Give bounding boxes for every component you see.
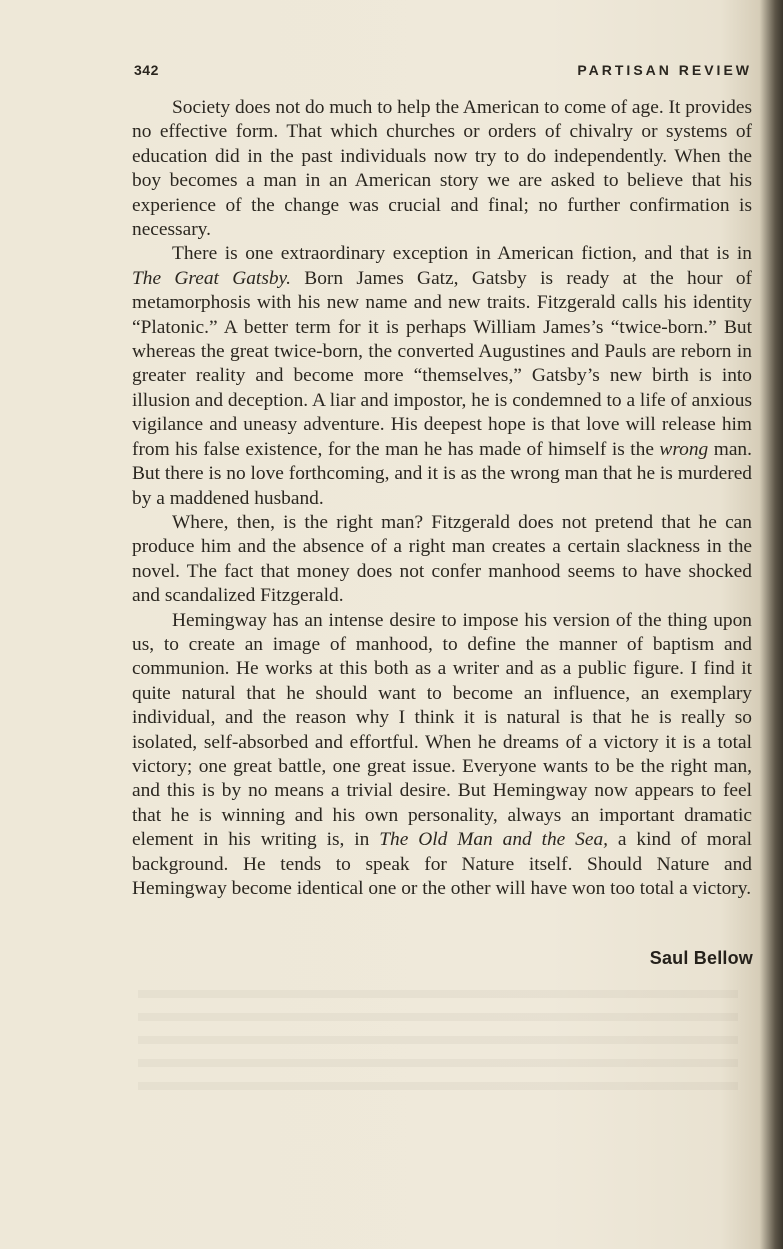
emphasis-wrong: wrong [659, 438, 709, 460]
paragraph-4 [132, 609, 752, 902]
book-title-old-man-and-the-sea: The Old Man and the Sea, [379, 829, 609, 851]
paragraph-2-text-b: Born James Gatz, Gatsby is ready at the hour of metamorphosis with his new name and new traits. Fitzgerald calls his identity “Platonic.” A better term for it is perhaps William James’s “twice-born.” But whereas the great twice-born, the converted Augustines and Pauls are reborn in greater reality and become more “themselves,” Gatsby’s new birth is into illusion and deception. A liar and impostor, he is condemned to a life of anxious vigilance and uneasy adventure. His deepest hope is that love will release him from his false existence, for the man he has made of himself is the [132, 267, 753, 460]
paragraph-2-text-c: man. But there is no love forthcoming, and it is as the wrong man that he is murdered by a maddened husband. [132, 438, 752, 509]
paragraph-2 [132, 242, 752, 510]
page-number: 342 [134, 62, 159, 78]
paragraph-4-text-a: Hemingway has an intense desire to impose his version of the thing upon us, to create an image of manhood, to define the manner of baptism and communion. He works at this both as a writer and as a public figure. I find it quite natural that he should want to become an influence, an exemplary individual, and the reason why I think it is natural is that he is really so isolated, self-absorbed and effortful. When he dreams of a victory it is a total victory; one great battle, one great issue. Everyone wants to be the right man, and this is by no means a trivial desire. But Hemingway now appears to feel that he is winning and his own personality, always an important dramatic element in his writing is, in [132, 609, 752, 851]
paragraph-3: Where, then, is the right man? Fitzgerald does not pretend that he can produce him and the absence of a right man creates a certain slackness in the novel. The fact that money does not confer manhood seems to have shocked and scandalized Fitzgerald. [132, 511, 752, 607]
running-title: PARTISAN REVIEW [577, 62, 752, 78]
essay-body [132, 96, 752, 901]
paragraph-1: Society does not do much to help the American to come of age. It provides no effective form. That which churches or orders of chivalry or systems of education did in the past individuals now try to do independently. When the boy becomes a man in an American story we are asked to believe that his experience of the change was crucial and final; no further confirmation is necessary. [132, 97, 752, 241]
paragraph-2-text-a: There is one extraordinary exception in American fiction, and that is in [172, 243, 752, 265]
show-through-texture [138, 990, 738, 1100]
book-title-great-gatsby: The Great Gatsby. [132, 267, 291, 289]
page-header [134, 62, 752, 84]
author-signature: Saul Bellow [649, 948, 753, 968]
paragraph-4-text-b: a kind of moral background. He tends to speak for Nature itself. Should Nature and Hemingway become identical one or the other will have won too total a victory. [132, 829, 753, 899]
